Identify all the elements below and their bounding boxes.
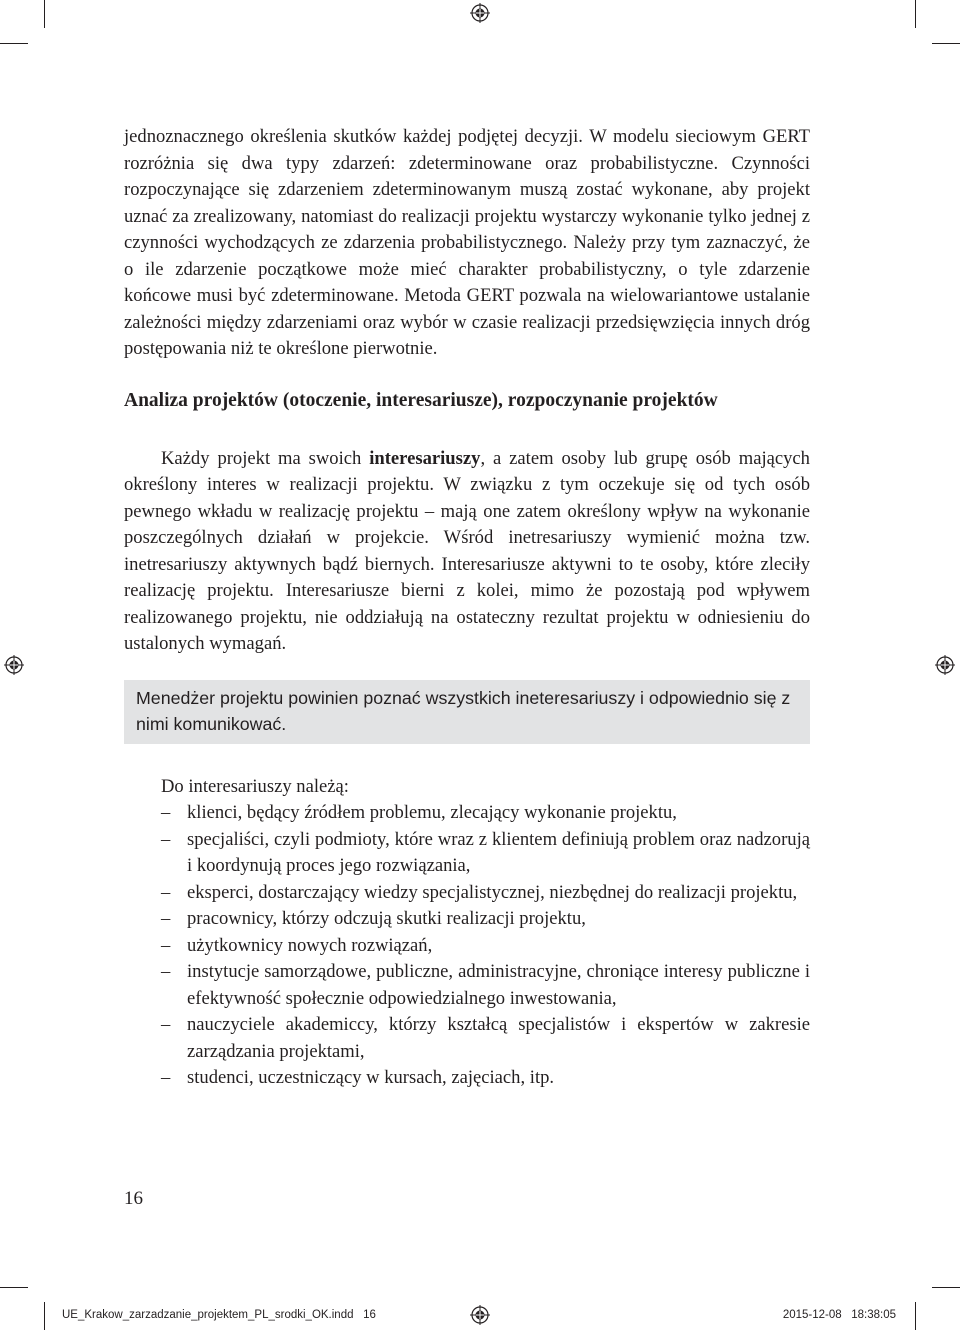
bold-term-stakeholders: interesariuszy bbox=[369, 447, 481, 469]
dash-bullet: – bbox=[161, 908, 171, 929]
registration-mark-icon bbox=[4, 655, 24, 675]
dash-bullet: – bbox=[161, 881, 171, 903]
crop-mark-bottom-right-vertical bbox=[915, 1302, 916, 1330]
highlight-callout-box: Menedżer projektu powinien poznać wszystkich ineteresariuszy i odpowiednio się z nimi komunikować. bbox=[124, 680, 810, 744]
list-item bbox=[124, 1012, 810, 1065]
list-item-text: nauczyciele akademiccy, którzy kształcą specjalistów i ekspertów w zakresie zarządzania projektami, bbox=[187, 1014, 810, 1062]
list-item-text: klienci, będący źródłem problemu, zlecający wykonanie projektu, bbox=[187, 802, 677, 823]
list-item bbox=[124, 1065, 810, 1092]
dash-bullet: – bbox=[161, 961, 171, 982]
page-number: 16 bbox=[124, 1188, 143, 1209]
stakeholder-list bbox=[124, 800, 810, 1092]
crop-mark-bottom-right-horizontal bbox=[932, 1287, 960, 1288]
list-intro: Do interesariuszy należą: bbox=[161, 775, 349, 797]
paragraph-text-start: Każdy projekt ma swoich bbox=[161, 447, 370, 469]
footer-filename: UE_Krakow_zarzadzanie_projektem_PL_srodki_OK.indd 16 bbox=[62, 1309, 376, 1321]
crop-mark-top-right-vertical bbox=[915, 0, 916, 28]
registration-mark-icon bbox=[470, 3, 490, 23]
registration-mark-icon bbox=[935, 655, 955, 675]
list-item-text: studenci, uczestniczący w kursach, zajęciach, itp. bbox=[187, 1067, 555, 1088]
list-item-text: specjaliści, czyli podmioty, które wraz z klientem definiują problem oraz nadzorują i koordynują proces jego rozwiązania, bbox=[187, 828, 810, 876]
crop-mark-top-left-vertical bbox=[44, 0, 45, 28]
list-item bbox=[124, 933, 810, 960]
list-item bbox=[124, 800, 810, 827]
crop-mark-bottom-left-vertical bbox=[44, 1302, 45, 1330]
list-item-text: użytkownicy nowych rozwiązań, bbox=[187, 934, 433, 956]
list-item-text: instytucje samorządowe, publiczne, administracyjne, chroniące interesy publiczne i efektywność społecznie odpowiedzialnego inwestowania, bbox=[187, 961, 810, 1009]
list-item-text: pracownicy, którzy odczują skutki realizacji projektu, bbox=[187, 908, 586, 929]
crop-mark-top-left-horizontal bbox=[0, 43, 28, 44]
dash-bullet: – bbox=[161, 1067, 171, 1088]
dash-bullet: – bbox=[161, 802, 171, 823]
section-heading: Analiza projektów (otoczenie, interesariusze), rozpoczynanie projektów bbox=[124, 389, 718, 411]
dash-bullet: – bbox=[161, 828, 171, 850]
body-paragraph-stakeholders bbox=[124, 446, 810, 658]
list-item bbox=[124, 959, 810, 1012]
list-item-text: eksperci, dostarczający wiedzy specjalistycznej, niezbędnej do realizacji projektu, bbox=[187, 881, 798, 903]
registration-mark-icon bbox=[470, 1305, 490, 1325]
list-item bbox=[124, 880, 810, 907]
page-content bbox=[124, 124, 810, 1092]
list-item bbox=[124, 827, 810, 880]
crop-mark-bottom-left-horizontal bbox=[0, 1287, 28, 1288]
body-paragraph-gert: jednoznacznego określenia skutków każdej podjętej decyzji. W modelu sieciowym GERT rozróżnia się dwa typy zdarzeń: zdeterminowane oraz probabilistyczne. Czynności rozpoczynające się zdarzeniem zdeterminowanym muszą zostać wykonane, aby projekt uznać za zrealizowany, natomiast do realizacji projektu wystarczy wykonanie tylko jednej z czynności wychodzących ze zdarzenia probabilistycznego. Należy przy tym zaznaczyć, że o ile zdarzenie początkowe może mieć charakter probabilistyczny, o tyle zdarzenie końcowe musi być zdeterminowane. Metoda GERT pozwala na wielowariantowe ustalanie zależności między zdarzeniami oraz wybór w czasie realizacji przedsięwzięcia innych dróg postępowania niż te określone pierwotnie. bbox=[124, 126, 810, 359]
list-item bbox=[124, 906, 810, 933]
dash-bullet: – bbox=[161, 934, 171, 956]
dash-bullet: – bbox=[161, 1014, 171, 1035]
crop-mark-top-right-horizontal bbox=[932, 43, 960, 44]
footer-date: 2015-12-08 18:38:05 bbox=[782, 1309, 896, 1321]
paragraph-text-rest: , a zatem osoby lub grupę osób mających określony interes w realizacji projektu. W związku z tym oczekuje się od tych osób pewnego wkładu w realizację projektu – mają one zatem określony wpływ na wykonanie poszczególnych działań w projekcie. Wśród inetresariuszy wymienić można tzw. inetresariuszy aktywnych bądź biernych. Interesariusze aktywni to te osoby, które zleciły realizację projektu. Interesariusze bierni z kolei, mimo że pozostają pod wpływem realizowanego projektu, nie oddziałują na ostateczny rezultat projektu w odniesieniu do ustalonych wymagań. bbox=[124, 447, 810, 654]
